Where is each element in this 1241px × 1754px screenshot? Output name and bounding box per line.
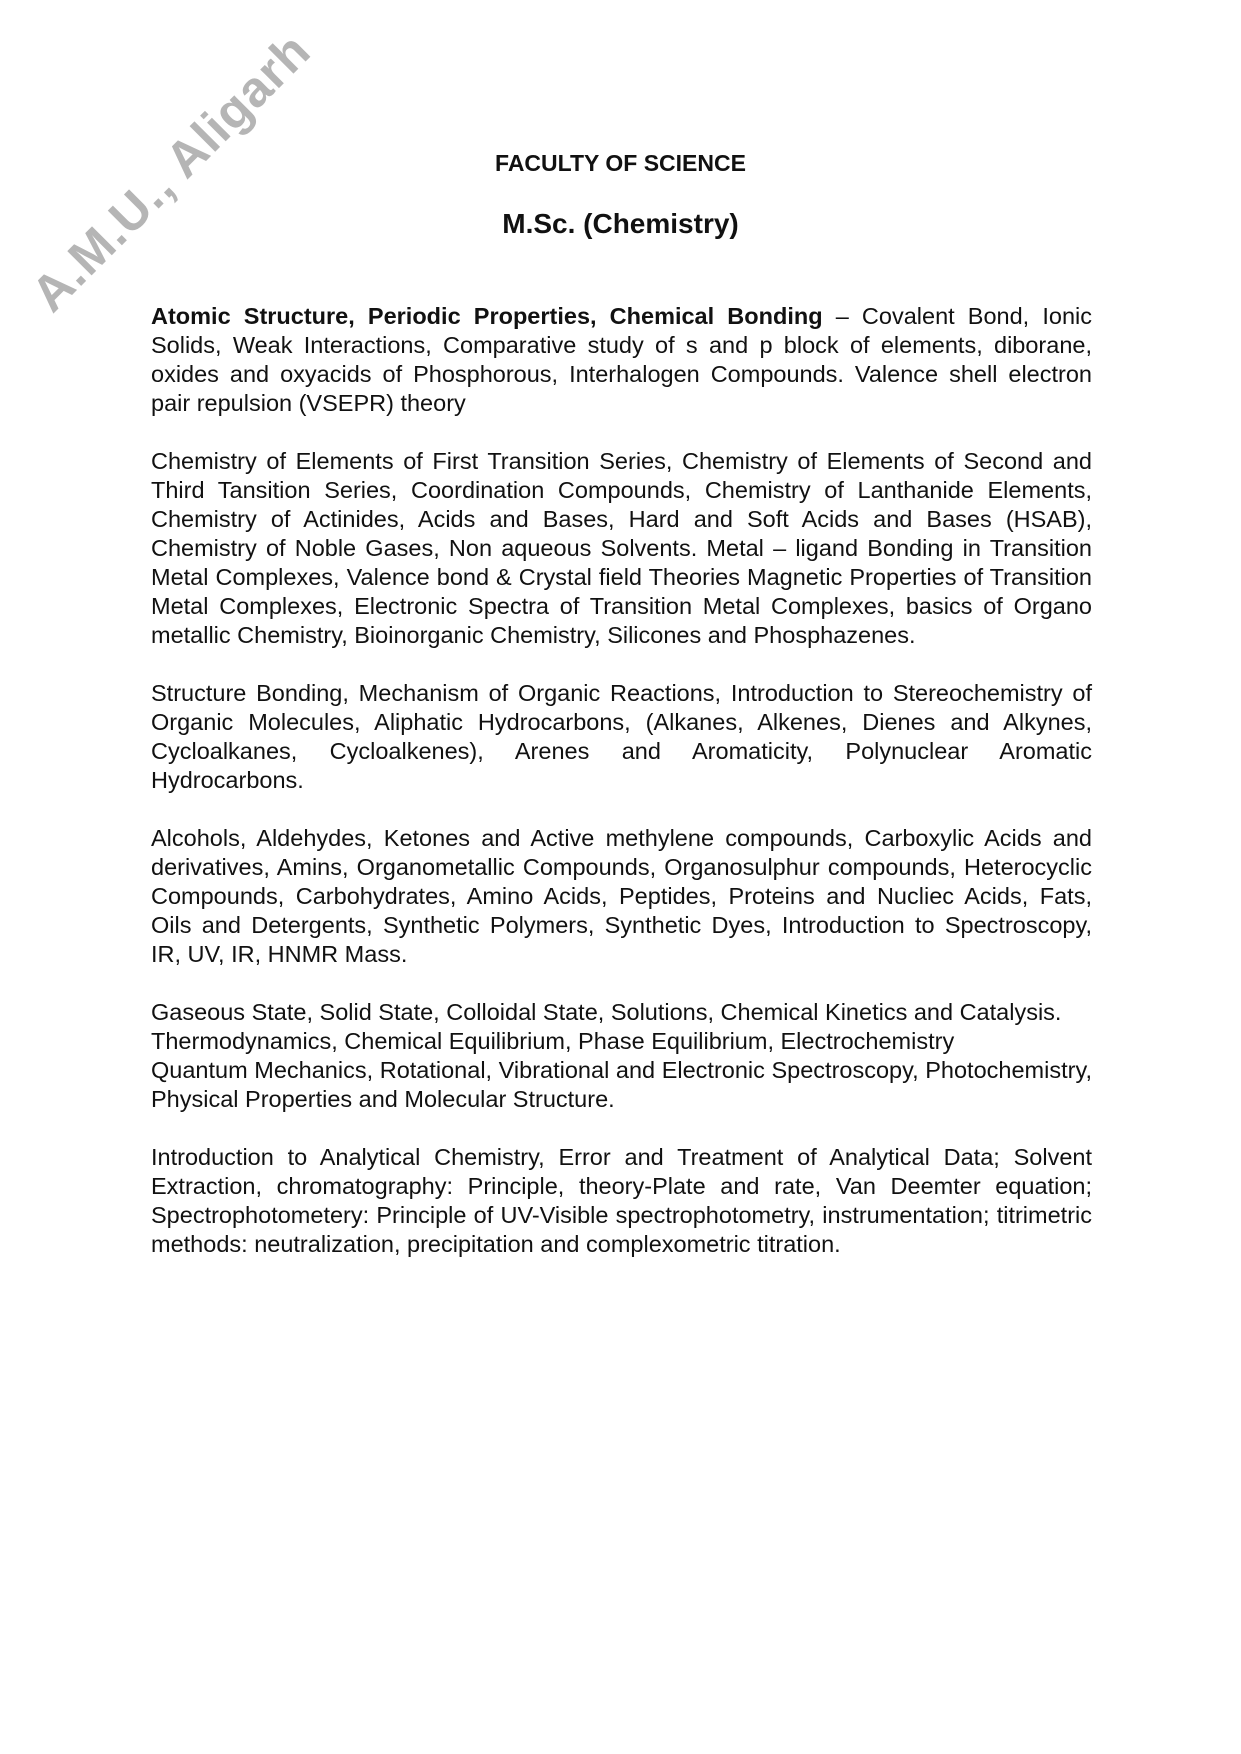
syllabus-paragraph-quantum: Quantum Mechanics, Rotational, Vibrational and Electronic Spectroscopy, Photochemistry, Physical Properties and Molecular Structure. <box>151 1057 1092 1112</box>
program-title: M.Sc. (Chemistry) <box>502 208 739 239</box>
syllabus-body <box>151 302 1092 1288</box>
syllabus-paragraph-physical-states: Gaseous State, Solid State, Colloidal State, Solutions, Chemical Kinetics and Catalysis. <box>151 999 1062 1025</box>
syllabus-paragraph-transition-elements: Chemistry of Elements of First Transition Series, Chemistry of Elements of Second and Third Tansition Series, Coordination Compounds, Chemistry of Lanthanide Elements, Chemistry of Actinides, Acids and Bases, Hard and Soft Acids and Bases (HSAB), Chemistry of Noble Gases, Non aqueous Solvents. Metal – ligand Bonding in Transition Metal Complexes, Valence bond & Crystal field Theories Magnetic Properties of Transition Metal Complexes, Electronic Spectra of Transition Metal Complexes, basics of Organo metallic Chemistry, Bioinorganic Chemistry, Silicones and Phosphazenes. <box>151 448 1092 648</box>
topic-heading: Atomic Structure, Periodic Properties, Chemical Bonding <box>151 303 823 329</box>
syllabus-paragraph-organic-compounds: Alcohols, Aldehydes, Ketones and Active methylene compounds, Carboxylic Acids and derivatives, Amins, Organometallic Compounds, Organosulphur compounds, Heterocyclic Compounds, Carbohydrates, Amino Acids, Peptides, Proteins and Nucliec Acids, Fats, Oils and Detergents, Synthetic Polymers, Synthetic Dyes, Introduction to Spectroscopy, IR, UV, IR, HNMR Mass. <box>151 825 1092 967</box>
program-heading <box>0 208 1241 240</box>
syllabus-paragraph-analytical: Introduction to Analytical Chemistry, Error and Treatment of Analytical Data; Solvent Extraction, chromatography: Principle, theory-Plate and rate, Van Deemter equation; Spectrophotometery: Principle of UV-Visible spectrophotometry, instrumentation; titrimetric methods: neutralization, precipitation and complexometric titration. <box>151 1144 1092 1257</box>
watermark: A.M.U., Aligarh <box>20 21 322 323</box>
faculty-title: FACULTY OF SCIENCE <box>495 150 746 176</box>
faculty-heading <box>0 150 1241 177</box>
syllabus-paragraph-inorganic-basics <box>151 302 1092 418</box>
topic-details: – Covalent Bond, Ionic Solids, Weak Interactions, Comparative study of s and p block of elements, diborane, oxides and oxyacids of Phosphorous, Interhalogen Compounds. Valence shell electron pair repulsion (VSEPR) theory <box>151 303 1092 416</box>
syllabus-paragraph-organic-structure: Structure Bonding, Mechanism of Organic Reactions, Introduction to Stereochemistry of Organic Molecules, Aliphatic Hydrocarbons, (Alkanes, Alkenes, Dienes and Alkynes, Cycloalkanes, Cycloalkenes), Arenes and Aromaticity, Polynuclear Aromatic Hydrocarbons. <box>151 680 1092 793</box>
syllabus-paragraph-thermodynamics: Thermodynamics, Chemical Equilibrium, Phase Equilibrium, Electrochemistry <box>151 1028 955 1054</box>
